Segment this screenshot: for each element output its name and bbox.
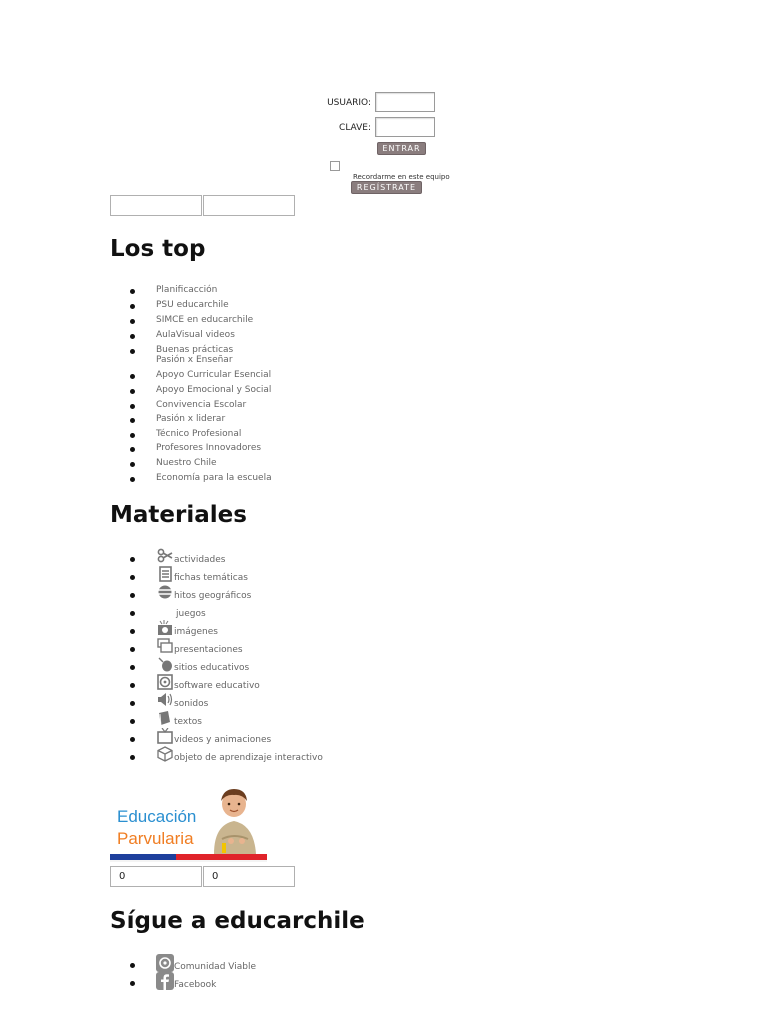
bullet xyxy=(130,349,135,354)
bullet xyxy=(130,462,135,467)
bullet xyxy=(130,683,135,688)
bullet xyxy=(130,737,135,742)
bullet xyxy=(130,557,135,562)
los-top-link[interactable]: AulaVisual videos xyxy=(156,330,235,340)
bullet xyxy=(130,447,135,452)
bullet xyxy=(130,593,135,598)
materiales-link[interactable]: presentaciones xyxy=(174,645,243,655)
bullet xyxy=(130,701,135,706)
usuario-label: USUARIO: xyxy=(327,98,371,108)
sigue-heading: Sígue a educarchile xyxy=(110,908,365,934)
bullet xyxy=(130,665,135,670)
materiales-link[interactable]: hitos geográficos xyxy=(174,591,252,601)
bullet xyxy=(130,289,135,294)
bullet xyxy=(130,418,135,423)
los-top-link[interactable]: Profesores Innovadores xyxy=(156,443,262,453)
los-top-link[interactable]: Planificacción xyxy=(156,285,218,295)
disc-icon xyxy=(157,674,173,690)
materiales-link[interactable]: sonidos xyxy=(174,699,209,709)
document-icon xyxy=(157,566,173,582)
bullet xyxy=(130,755,135,760)
los-top-link[interactable]: Pasión x Enseñar xyxy=(156,355,233,365)
counter-box-2 xyxy=(203,195,295,216)
los-top-link[interactable]: Convivencia Escolar xyxy=(156,400,247,410)
community-icon xyxy=(156,954,174,972)
bullet xyxy=(130,374,135,379)
scissors-icon xyxy=(157,548,173,564)
materiales-link[interactable]: videos y animaciones xyxy=(174,735,272,745)
bullet xyxy=(130,629,135,634)
mouse-icon xyxy=(157,656,173,672)
sigue-link[interactable]: Comunidad Viable xyxy=(174,962,256,972)
bullet xyxy=(130,575,135,580)
materiales-link[interactable]: software educativo xyxy=(174,681,260,691)
clave-label: CLAVE: xyxy=(339,123,371,133)
clave-input[interactable] xyxy=(375,117,435,137)
bullet xyxy=(130,404,135,409)
materiales-link[interactable]: fichas temáticas xyxy=(174,573,248,583)
remember-label: Recordarme en este equipo xyxy=(353,173,450,181)
bullet xyxy=(130,647,135,652)
materiales-link[interactable]: imágenes xyxy=(174,627,218,637)
materiales-link[interactable]: objeto de aprendizaje interactivo xyxy=(174,753,323,763)
book-icon xyxy=(157,710,173,726)
los-top-link[interactable]: Técnico Profesional xyxy=(156,429,242,439)
cube-icon xyxy=(157,746,173,762)
bullet xyxy=(130,304,135,309)
entrar-button[interactable]: ENTRAR xyxy=(377,142,426,155)
bullet xyxy=(130,389,135,394)
counter-box-3: 0 xyxy=(110,866,202,887)
educacion-parvularia-banner[interactable] xyxy=(110,787,267,862)
bullet xyxy=(130,981,135,986)
globe-icon xyxy=(157,584,173,600)
bullet xyxy=(130,719,135,724)
los-top-link[interactable]: Apoyo Emocional y Social xyxy=(156,385,272,395)
banner-line1: Educación xyxy=(117,807,197,826)
los-top-link[interactable]: Buenas prácticas xyxy=(156,345,234,355)
bullet xyxy=(130,334,135,339)
remember-checkbox[interactable] xyxy=(330,161,340,171)
banner-line2: Parvularia xyxy=(117,829,194,848)
tv-icon xyxy=(157,728,173,744)
counter-box-1 xyxy=(110,195,202,216)
materiales-link[interactable]: actividades xyxy=(174,555,226,565)
los-top-link[interactable]: Pasión x liderar xyxy=(156,414,226,424)
los-top-link[interactable]: PSU educarchile xyxy=(156,300,229,310)
facebook-icon xyxy=(156,972,174,990)
materiales-heading: Materiales xyxy=(110,502,247,528)
counter-box-4: 0 xyxy=(203,866,295,887)
materiales-link[interactable]: sitios educativos xyxy=(174,663,250,673)
speaker-icon xyxy=(157,692,173,708)
sigue-link[interactable]: Facebook xyxy=(174,980,217,990)
los-top-link[interactable]: SIMCE en educarchile xyxy=(156,315,254,325)
camera-icon xyxy=(157,620,173,636)
bullet xyxy=(130,963,135,968)
registrate-button[interactable]: REGÍSTRATE xyxy=(351,181,422,194)
slides-icon xyxy=(157,638,173,654)
los-top-heading: Los top xyxy=(110,236,206,262)
materiales-link[interactable]: juegos xyxy=(176,609,206,619)
los-top-link[interactable]: Apoyo Curricular Esencial xyxy=(156,370,272,380)
bullet xyxy=(130,477,135,482)
usuario-input[interactable] xyxy=(375,92,435,112)
bullet xyxy=(130,433,135,438)
bullet xyxy=(130,611,135,616)
bullet xyxy=(130,319,135,324)
materiales-link[interactable]: textos xyxy=(174,717,202,727)
los-top-link[interactable]: Economía para la escuela xyxy=(156,473,272,483)
los-top-link[interactable]: Nuestro Chile xyxy=(156,458,217,468)
